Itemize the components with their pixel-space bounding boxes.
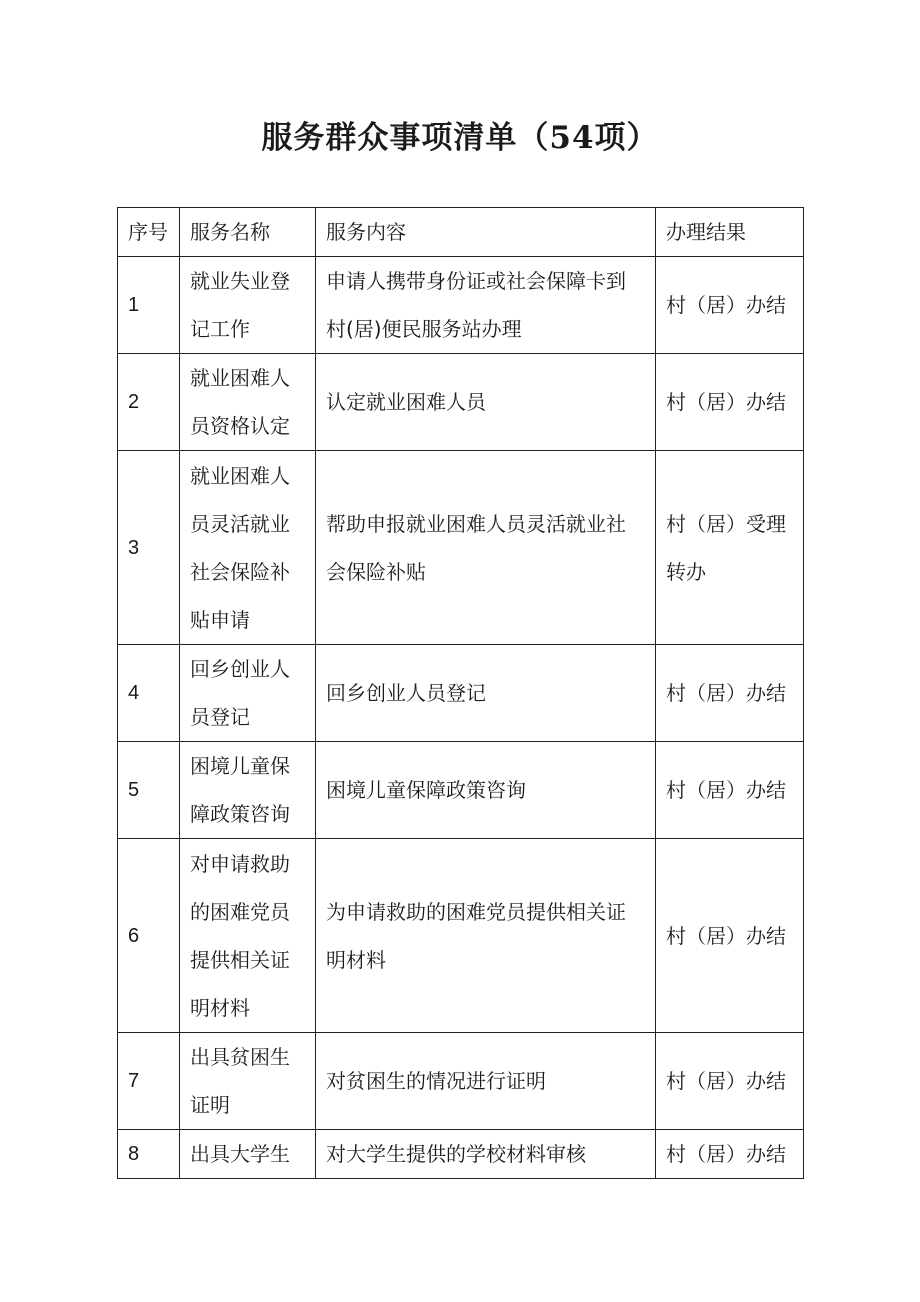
cell-no: 1: [118, 257, 180, 354]
cell-no: 8: [118, 1130, 180, 1179]
cell-name: 对申请救助的困难党员提供相关证明材料: [180, 839, 316, 1033]
cell-content: 申请人携带身份证或社会保障卡到村(居)便民服务站办理: [316, 257, 656, 354]
cell-result: 村（居）办结: [656, 839, 804, 1033]
header-name: 服务名称: [180, 208, 316, 257]
table-row: [118, 742, 804, 839]
cell-name: 出具大学生: [180, 1130, 316, 1179]
cell-no: 3: [118, 451, 180, 645]
cell-no: 6: [118, 839, 180, 1033]
cell-content: 对大学生提供的学校材料审核: [316, 1130, 656, 1179]
table-row: [118, 645, 804, 742]
cell-result: 村（居）办结: [656, 1033, 804, 1130]
cell-name: 困境儿童保障政策咨询: [180, 742, 316, 839]
cell-name: 就业失业登记工作: [180, 257, 316, 354]
cell-content: 认定就业困难人员: [316, 354, 656, 451]
cell-result: 村（居）办结: [656, 1130, 804, 1179]
cell-name: 回乡创业人员登记: [180, 645, 316, 742]
cell-content: 困境儿童保障政策咨询: [316, 742, 656, 839]
table-row: [118, 1033, 804, 1130]
cell-no: 4: [118, 645, 180, 742]
service-table: [117, 207, 804, 1179]
cell-result: 村（居）办结: [656, 257, 804, 354]
table-row: [118, 1130, 804, 1179]
table-header-row: [118, 208, 804, 257]
table-row: [118, 839, 804, 1033]
cell-name: 就业困难人员资格认定: [180, 354, 316, 451]
header-result: 办理结果: [656, 208, 804, 257]
cell-content: 回乡创业人员登记: [316, 645, 656, 742]
cell-result: 村（居）办结: [656, 645, 804, 742]
cell-content: 为申请救助的困难党员提供相关证明材料: [316, 839, 656, 1033]
cell-no: 7: [118, 1033, 180, 1130]
cell-result: 村（居）办结: [656, 742, 804, 839]
cell-name: 出具贫困生证明: [180, 1033, 316, 1130]
cell-no: 5: [118, 742, 180, 839]
cell-content: 帮助申报就业困难人员灵活就业社会保险补贴: [316, 451, 656, 645]
cell-name: 就业困难人员灵活就业社会保险补贴申请: [180, 451, 316, 645]
table-row: [118, 354, 804, 451]
cell-result: 村（居）办结: [656, 354, 804, 451]
header-no: 序号: [118, 208, 180, 257]
table-row: [118, 257, 804, 354]
page-title: 服务群众事项清单（54项）: [261, 120, 659, 156]
table-row: [118, 451, 804, 645]
cell-content: 对贫困生的情况进行证明: [316, 1033, 656, 1130]
cell-no: 2: [118, 354, 180, 451]
header-content: 服务内容: [316, 208, 656, 257]
cell-result: 村（居）受理转办: [656, 451, 804, 645]
